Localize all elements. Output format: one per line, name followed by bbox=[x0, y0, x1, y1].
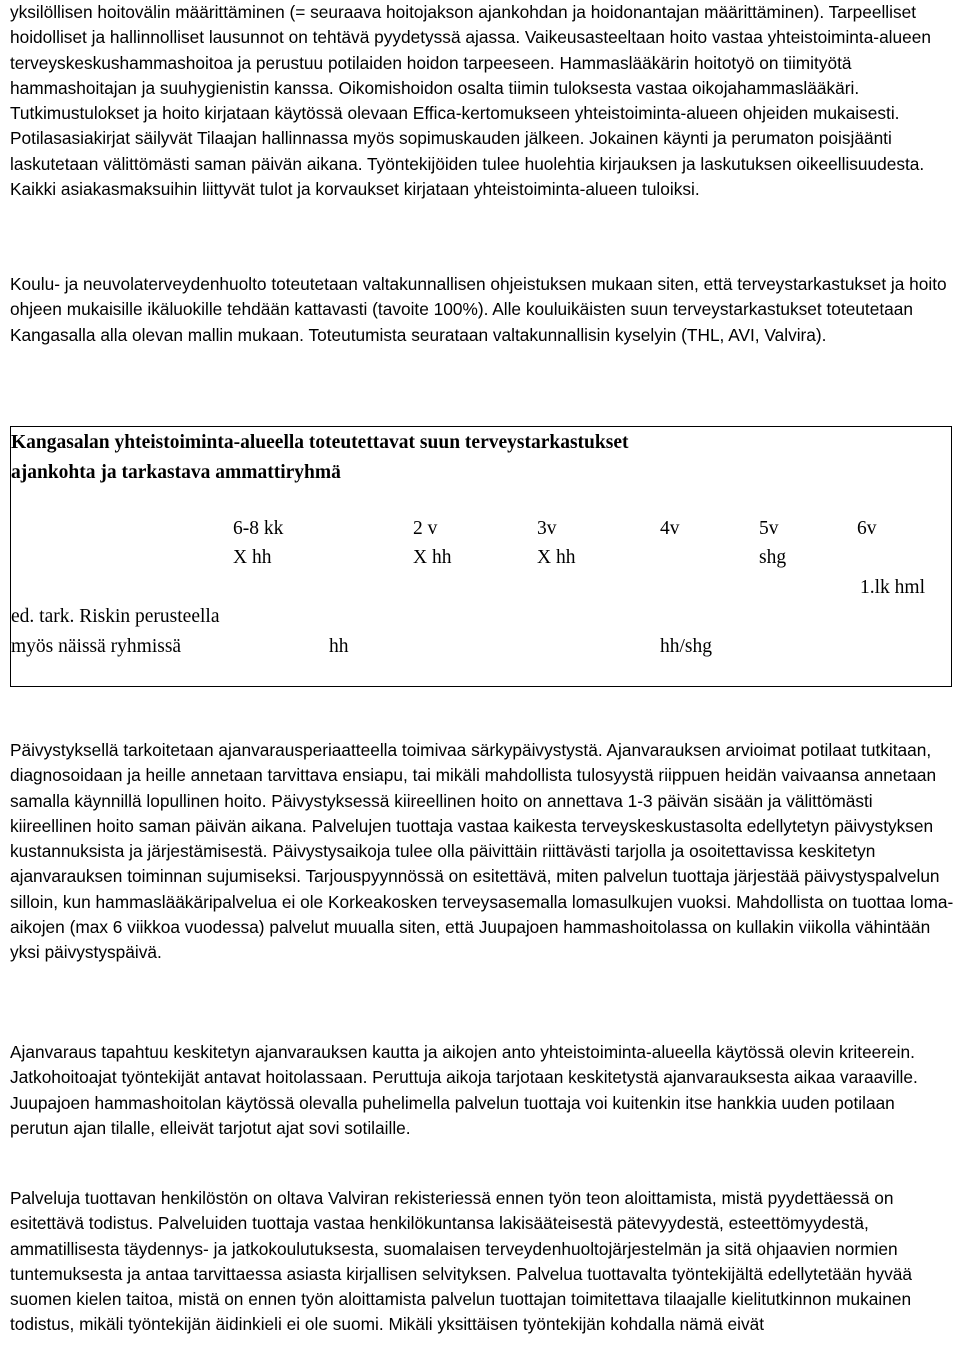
risk-examiner-hh: hh bbox=[329, 636, 349, 657]
paragraph-treatment-intervals: yksilöllisen hoitovälin määrittäminen (= seuraava hoitojakson ajankohdan ja hoidonantajan määrittäminen). Tarpeelliset hoidolliset ja hallinnolliset lausunnot on tehtävä pyydetyssä ajassa. Vaikeusasteeltaan hoito vastaa yhteistoiminta-alueen terveyskeskushammashoitoa ja perustuu potilaiden hoidon tarpeeseen. Hammaslääkärin hoitotyö on tiimityötä hammashoitajan ja suuhygienistin kanssa. Oikomishoidon osalta tiimin tuloksesta vastaa oikojahammaslääkäri. Tutkimustulokset ja hoito kirjataan käytössä olevaan Effica-kertomukseen yhteistoiminta-alueen ohjeiden mukaisesti. Potilasasiakirjat säilyvät Tilaajan hallinnassa myös sopimuskauden jälkeen. Jokainen käynti ja perumaton poisjäänti laskutetaan välittömästi saman päivän aikana. Työntekijöiden tulee huolehtia kirjauksen ja laskutuksen oikeellisuudesta. Kaikki asiakasmaksuihin liittyvät tulot ja korvaukset kirjataan yhteistoiminta-alueen tuloiksi. bbox=[10, 2, 931, 200]
risk-row-label-1: ed. tark. Riskin perusteella bbox=[11, 606, 220, 627]
checkup-schedule-title: Kangasalan yhteistoiminta-alueella toteutettavat suun terveystarkastukset ajankohta ja tarkastava ammattiryhmä bbox=[11, 432, 629, 483]
age-5v: 5v bbox=[759, 518, 779, 539]
examiner-5v: shg bbox=[759, 547, 787, 568]
class1-examiner: 1.lk hml bbox=[860, 577, 926, 598]
age-3v: 3v bbox=[537, 518, 557, 539]
paragraph-emergency: Päivystyksellä tarkoitetaan ajanvarausperiaatteella toimivaa särkypäivystystä. Ajanvarauksen arvioimat potilaat tutkitaan, diagnosoidaan ja heille annetaan tarvittava ensiapu, tai mikäli mahdollista tulosyystä riippuen heidän vaivaansa annetaan samalla käynnillä lopullinen hoito. Päivystyksessä kiireellinen hoito on annettava 1-3 päivän sisään ja välittömästi kiireellinen hoito saman päivän aikana. Palvelujen tuottaja vastaa kaikesta terveyskeskustasolta edellytetyn päivystyksen kustannuksista ja järjestämisestä. Päivystysaikoja tulee olla päivittäin riittävästi tarjolla ja osoitettavissa keskitetyn ajanvarauksen toiminnan sujumiseksi. Tarjouspyynnössä on esitettävä, miten palvelun tuottaja järjestää päivystyspalvelun silloin, kun hammaslääkäripalvelua ei ole Korkeakosken terveysasemalla lomasulkujen vuoksi. Mahdollista on tuottaa loma-aikojen (max 6 viikkoa vuodessa) palvelut muualla siten, että Juupajoen hammashoitolassa on kullakin viikolla vähintään yksi päivystyspäivä. bbox=[10, 740, 954, 963]
risk-row-label-2: myös näissä ryhmissä bbox=[11, 636, 182, 657]
examiner-3v: X hh bbox=[537, 547, 576, 568]
age-2v: 2 v bbox=[413, 518, 438, 539]
paragraph-appointments: Ajanvaraus tapahtuu keskitetyn ajanvarauksen kautta ja aikojen anto yhteistoiminta-alueella käytössä olevin kriteerein. Jatkohoitoajat työntekijät antavat hoitolassaan. Peruttuja aikoja tarjotaan keskitetystä ajanvarauksesta aikaa varaaville. Juupajoen hammashoitolan käytössä olevalla puhelimella palvelun tuottaja voi kuitenkin itse hankkia uuden potilaan perutun ajan tilalle, elleivät tarjotut ajat sovi sotilaille. bbox=[10, 1042, 918, 1138]
age-6v: 6v bbox=[857, 518, 877, 539]
age-4v: 4v bbox=[660, 518, 680, 539]
paragraph-personnel: Palveluja tuottavan henkilöstön on oltava Valviran rekisteriessä ennen työn teon aloittamista, mistä pyydettäessä on esitettävä todistus. Palveluiden tuottaja vastaa henkilökuntansa lakisääteisestä pätevyydestä, esteettömyydestä, ammatillisesta täydennys- ja jatkokoulutuksesta, suomalaisen terveydenhuoltojärjestelmän ja sitä ohjaavien normien tuntemuksesta ja antaa tarvittaessa asiasta kirjallisen selvityksen. Palvelua tuottavalta työntekijältä edellytetään hyvää suomen kielen taitoa, mistä on ennen työn aloittamista palvelun tuottajan toimitettava tilaajalle kielitutkinnon mukainen todistus, mikäli työntekijän äidinkieli ei ole suomi. Mikäli yksittäisen työntekijän kohdalla nämä eivät bbox=[10, 1188, 913, 1335]
examiner-2v: X hh bbox=[413, 547, 452, 568]
examiner-6-8kk: X hh bbox=[233, 547, 272, 568]
checkup-schedule-box bbox=[10, 426, 952, 687]
paragraph-school-health: Koulu- ja neuvolaterveydenhuolto toteutetaan valtakunnallisen ohjeistuksen mukaan siten, että terveystarkastukset ja hoito ohjeen mukaisille ikäluokille tehdään kattavasti (tavoite 100%). Alle kouluikäisten suun terveystarkastukset toteutetaan Kangasalla alla olevan mallin mukaan. Toteutumista seurataan valtakunnallisin kyselyin (THL, AVI, Valvira). bbox=[10, 274, 947, 345]
risk-examiner-hh-shg: hh/shg bbox=[660, 636, 713, 657]
age-6-8kk: 6-8 kk bbox=[233, 518, 284, 539]
